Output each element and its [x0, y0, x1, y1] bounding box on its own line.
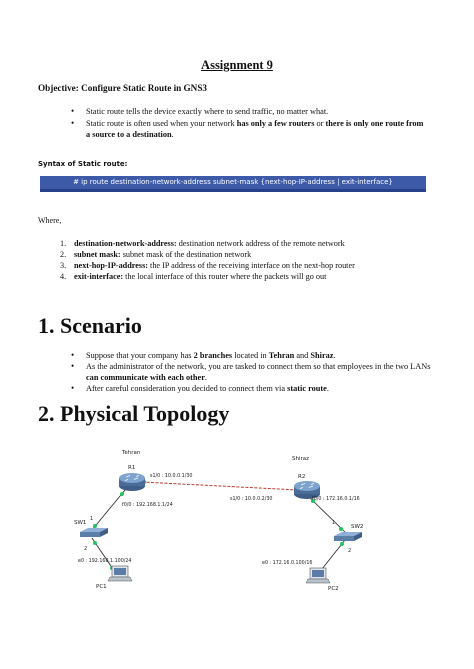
switch-sw1-icon[interactable]	[80, 528, 108, 537]
interface-label: e0 : 172.16.0.100/16	[262, 561, 313, 566]
where-label: Where,	[38, 216, 62, 225]
interface-label: f0/0 : 172.16.0.1/16	[312, 497, 360, 502]
section-heading-scenario: 1. Scenario	[38, 313, 142, 338]
scenario-item: • After careful consideration you decided to connect them via static route.	[67, 383, 437, 394]
serial-link	[142, 482, 298, 490]
router-r1-icon[interactable]	[119, 473, 145, 491]
port-number-label: 2	[348, 548, 352, 554]
site-label-tehran: Tehran	[122, 450, 141, 456]
port-status-icon	[339, 527, 343, 531]
interface-label: e0 : 192.168.1.100/24	[78, 559, 132, 564]
router-label-r2: R2	[298, 474, 306, 480]
port-status-icon	[340, 542, 344, 546]
switch-label-sw1: SW1	[74, 520, 87, 526]
definition-item: 3. next-hop-IP-address: the IP address of the receiving interface on the next-hop router	[60, 261, 355, 270]
ethernet-link-r2-sw2	[310, 498, 345, 532]
pc-label-pc1: PC1	[96, 584, 107, 590]
objective-heading: Objective: Configure Static Route in GNS3	[38, 83, 208, 93]
page-title: Assignment 9	[201, 58, 273, 72]
scenario-item: • As the administrator of the network, you are tasked to connect them so that employees in the two LANs can communicate with each other.	[67, 361, 437, 383]
ethernet-link-r1-sw1	[92, 490, 125, 530]
interface-label: s1/0 : 10.0.0.1/30	[150, 474, 193, 479]
site-label-shiraz: Shiraz	[292, 456, 310, 462]
port-status-icon	[120, 492, 124, 496]
pc2-icon[interactable]	[306, 568, 330, 583]
port-number-label: 1	[332, 520, 336, 526]
scenario-list	[67, 350, 437, 394]
interface-label: s1/0 : 10.0.0.2/30	[230, 497, 273, 502]
pc-label-pc2: PC2	[328, 586, 339, 592]
definition-list	[60, 238, 440, 282]
objective-item: • Static route is often used when your network has only a few routers or there is only one route from a source to a destination.	[67, 118, 427, 140]
definition-item: 4. exit-interface: the local interface of this router where the packets will go out	[60, 272, 327, 281]
switch-sw2-icon[interactable]	[334, 532, 362, 541]
definition-item: 1. destination-network-address: destination network address of the remote network	[60, 239, 345, 248]
objective-list	[67, 106, 427, 141]
switch-label-sw2: SW2	[351, 524, 364, 530]
section-heading-topology: 2. Physical Topology	[38, 401, 230, 426]
router-label-r1: R1	[128, 465, 136, 471]
port-number-label: 2	[84, 546, 88, 552]
port-number-label: 1	[90, 516, 94, 522]
definition-item: 2. subnet mask: subnet mask of the destination network	[60, 250, 252, 259]
network-topology-diagram	[70, 444, 400, 594]
objective-item: • Static route tells the device exactly where to send traffic, no matter what.	[67, 106, 427, 117]
port-status-icon	[93, 524, 97, 528]
interface-label: f0/0 : 192.168.1.1/24	[122, 503, 173, 508]
syntax-label: Syntax of Static route:	[38, 160, 128, 168]
command-syntax-box: # ip route destination-network-address subnet-mask {next-hop-IP-address | exit-interface}	[40, 176, 426, 192]
scenario-item: • Suppose that your company has 2 branches located in Tehran and Shiraz.	[67, 350, 437, 361]
port-status-icon	[93, 541, 97, 545]
